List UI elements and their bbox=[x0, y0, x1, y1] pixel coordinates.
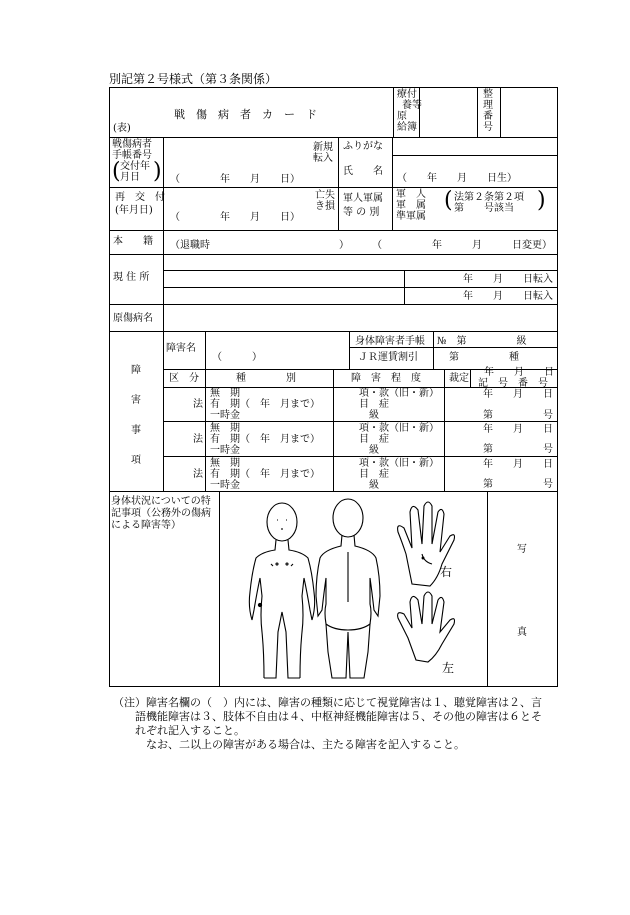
domicile-close: ） bbox=[339, 240, 349, 251]
left-hand-label: 左 bbox=[442, 661, 455, 675]
front-body-figure bbox=[249, 503, 314, 678]
reissue-date-field[interactable]: （ 年 月 日） bbox=[170, 212, 300, 223]
col-saitei: 裁定 bbox=[449, 373, 469, 384]
serial-number-label: 整 理 番 号 bbox=[483, 89, 493, 133]
card-issue-date-field[interactable]: （ 年 月 日） bbox=[170, 174, 300, 185]
furigana-field[interactable] bbox=[394, 140, 556, 153]
handbook-label: 身体障害者手帳 bbox=[355, 336, 425, 347]
address-label: 現 住 所 bbox=[113, 272, 150, 283]
form-heading: 別記第２号様式（第３条関係） bbox=[109, 72, 278, 86]
footnote: （注）障害名欄の（ ）内には、障害の種類に応じて視覚障害は１、聴覚障害は２、言 語機能障害は３、肢体不自由は４、中枢神経機能障害は５、その他の障害は６とそ れぞれ記入すること。 なお、二以上の障害がある場合は、主たる障害を記入すること。 bbox=[113, 696, 542, 751]
birth-date-field[interactable]: （ 年 月 日生） bbox=[397, 173, 517, 184]
back-body-figure bbox=[316, 499, 380, 678]
photo-area[interactable] bbox=[488, 492, 556, 685]
col-kubun: 区 分 bbox=[169, 373, 199, 384]
body-diagram bbox=[220, 492, 486, 685]
domicile-change-date[interactable]: （ 年 月 日変更） bbox=[372, 240, 552, 251]
military-types: 軍 人 軍 属 準軍属 bbox=[396, 189, 426, 222]
col-shubetsu: 種 別 bbox=[236, 373, 296, 384]
jr-discount-value[interactable]: 第 種 bbox=[449, 352, 519, 363]
law-note: ( 法第２条第２項 第 号該当 ) bbox=[444, 188, 546, 214]
photo-label-2: 真 bbox=[517, 627, 527, 638]
col-date: 年 月 日 bbox=[484, 367, 554, 378]
handbook-value[interactable]: № 第 級 bbox=[437, 336, 527, 347]
furigana-label: ふりがな bbox=[343, 141, 383, 152]
issue-date-label: ( 交付年 月日 ) bbox=[112, 159, 162, 184]
ledger-label: 療付 養等 原 給簿 bbox=[397, 89, 422, 133]
reissue-label: 再 交 付 (年月日) bbox=[115, 192, 165, 216]
col-kigo: 記 号 番 号 bbox=[478, 378, 548, 389]
move-in-date-1[interactable]: 年 月 日転入 bbox=[463, 274, 553, 285]
original-disease-label: 原傷病名 bbox=[113, 313, 153, 324]
lost-damaged-label: 亡失 き損 bbox=[315, 190, 335, 212]
name-label: 氏 名 bbox=[343, 166, 383, 177]
col-teido: 障 害 程 度 bbox=[351, 373, 421, 384]
new-issue-label: 新規 転入 bbox=[313, 142, 333, 164]
disability-name-paren[interactable]: （ ） bbox=[212, 352, 262, 363]
disability-side-label: 障 害 事 項 bbox=[131, 365, 141, 466]
disability-name-label: 障害名 bbox=[166, 343, 196, 354]
move-in-date-2[interactable]: 年 月 日転入 bbox=[463, 291, 553, 302]
card-title: 戦 傷 病 者 カ ー ド bbox=[174, 108, 317, 121]
military-status-label: 軍人軍属 等 の 別 bbox=[343, 193, 383, 218]
photo-label-1: 写 bbox=[517, 544, 527, 555]
domicile-label: 本 籍 bbox=[113, 236, 153, 247]
left-hand-figure bbox=[398, 592, 455, 662]
right-hand-label: 右 bbox=[440, 565, 453, 579]
card-number-label: 戦傷病者 手帳番号 bbox=[112, 139, 152, 161]
domicile-retire: （退職時 bbox=[170, 240, 210, 251]
front-label: (表) bbox=[113, 123, 131, 134]
jr-discount-label: ＪＲ運賃割引 bbox=[358, 352, 418, 363]
body-status-label: 身体状況についての特 記事項（公務外の傷病 による障害等） bbox=[111, 496, 211, 531]
